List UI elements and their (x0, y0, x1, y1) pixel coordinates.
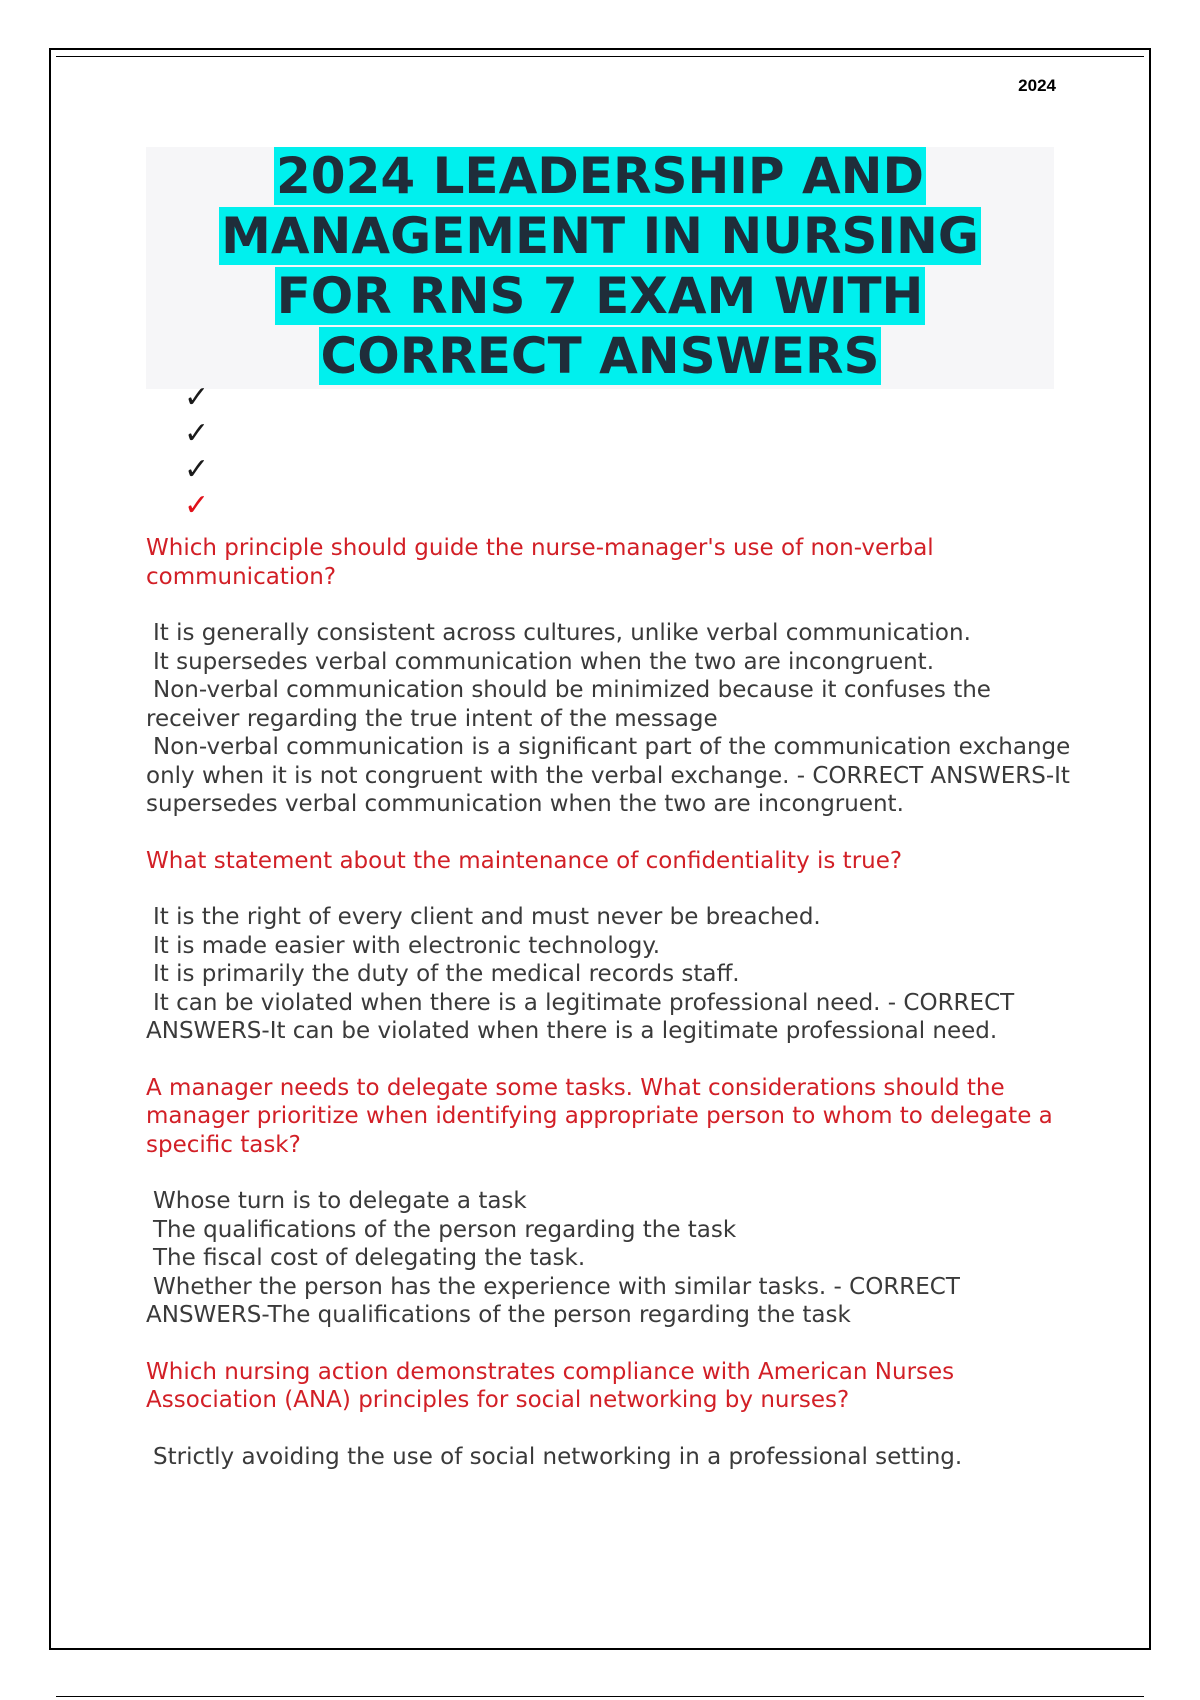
check-icon: ✓ (184, 452, 210, 487)
question-2: What statement about the maintenance of confidentiality is true? (146, 847, 903, 874)
bottom-rule (56, 1696, 1144, 1697)
checkmark-list (184, 380, 224, 524)
check-icon: ✓ (184, 416, 210, 451)
title-line-2: MANAGEMENT IN NURSING (221, 207, 979, 265)
option-with-answer: Whether the person has the experience with similar tasks. - CORRECT ANSWERS-The qualifications of the person regarding the task (146, 1273, 960, 1328)
options-1 (146, 619, 1076, 819)
options-2 (146, 903, 1076, 1046)
document-title (146, 146, 1054, 386)
red-check-icon: ✓ (184, 488, 210, 523)
option: It is primarily the duty of the medical records staff. (153, 961, 740, 987)
option-with-answer: Non-verbal communication is a significant part of the communication exchange only when it is not congruent with the verbal exchange. - CORRECT ANSWERS-It supersedes verbal communication when the two are incongruent. (146, 734, 1071, 817)
option: The qualifications of the person regarding the task (153, 1216, 737, 1243)
top-rule (56, 56, 1144, 57)
option: The fiscal cost of delegating the task. (153, 1245, 586, 1271)
options-3 (146, 1187, 1076, 1330)
options-4 (146, 1443, 1076, 1472)
title-line-3: FOR RNS 7 EXAM WITH (276, 267, 924, 325)
option-with-answer: It can be violated when there is a legitimate professional need. - CORRECT ANSWERS-It can be violated when there is a legitimate professional need. (146, 989, 1015, 1044)
header-year: 2024 (1018, 76, 1056, 95)
option: It is generally consistent across cultures, unlike verbal communication. (153, 620, 971, 646)
qa-content (146, 534, 1076, 1499)
question-3: A manager needs to delegate some tasks. What considerations should the manager prioritize when identifying appropriate person to whom to delegate a specific task? (146, 1074, 1053, 1158)
option: Non-verbal communication should be minimized because it confuses the receiver regarding the true intent of the message (146, 677, 991, 732)
check-icon: ✓ (184, 380, 210, 415)
option: It is made easier with electronic technology. (153, 932, 661, 959)
title-line-4: CORRECT ANSWERS (320, 327, 880, 385)
question-4: Which nursing action demonstrates compliance with American Nurses Association (ANA) principles for social networking by nurses? (146, 1358, 955, 1413)
option: Whose turn is to delegate a task (153, 1188, 527, 1214)
title-line-1: 2024 LEADERSHIP AND (276, 147, 924, 205)
option: Strictly avoiding the use of social networking in a professional setting. (153, 1443, 963, 1470)
question-1: Which principle should guide the nurse-manager's use of non-verbal communication? (146, 535, 934, 590)
option: It supersedes verbal communication when the two are incongruent. (153, 648, 935, 675)
option: It is the right of every client and must never be breached. (153, 904, 821, 930)
